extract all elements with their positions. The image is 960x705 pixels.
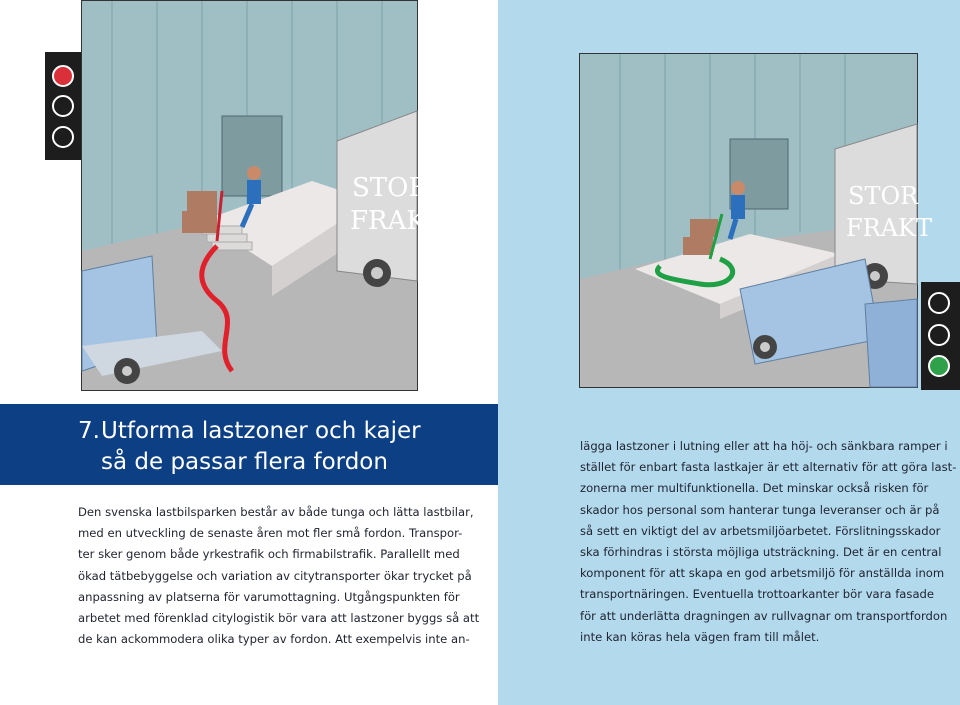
traffic-signal-red — [45, 52, 83, 160]
text-line: ökad tätbebyggelse och variation av citytransporter ökar trycket på — [78, 568, 472, 583]
empty-light-icon — [52, 126, 74, 148]
red-light-icon — [52, 65, 74, 87]
text-line: inte kan köras hela vägen fram till målet. — [580, 629, 820, 644]
section-heading-banner — [0, 404, 498, 485]
truck-label-1: STOR — [352, 173, 429, 203]
empty-light-icon — [928, 292, 950, 314]
traffic-signal-green — [921, 282, 960, 390]
text-line: ska förhindras i största möjliga utsträckning. Det är en central — [580, 545, 942, 560]
text-line: zonerna mer multifunktionella. Det minskar också risken för — [580, 481, 929, 496]
text-line: arbetet med förenklad citylogistik bör vara att lastzoner byggs så att — [78, 611, 480, 626]
truck-label-2: FRAK — [350, 206, 426, 236]
section-title-line-1: Utforma lastzoner och kajer — [101, 418, 421, 444]
text-line: så sett en viktigt del av arbetsmiljöarbetet. Förslitningsskador — [580, 523, 941, 538]
text-line: med en utveckling de senaste åren mot fler små fordon. Transpor- — [78, 526, 463, 541]
text-line: komponent för att skapa en god arbetsmiljö för anställda inom — [580, 566, 945, 581]
text-line: lägga lastzoner i lutning eller att ha höj- och sänkbara ramper i — [580, 439, 948, 453]
empty-light-icon — [52, 95, 74, 117]
illustration-problem — [81, 0, 429, 391]
text-line: anpassning av platserna för varumottagning. Utgångspunkten för — [78, 589, 460, 604]
right-body-text — [580, 436, 956, 648]
text-line: transportnäringen. Eventuella trottoarkanter bör vara fasade — [580, 587, 935, 602]
text-line: ter sker genom både yrkestrafik och firmabilstrafik. Parallellt med — [78, 547, 460, 562]
text-line: de kan ackommodera olika typer av fordon. Att exempelvis inte an- — [78, 632, 470, 647]
text-line: skador hos personal som hanterar tunga leveranser och är på — [580, 502, 940, 517]
text-line: stället för enbart fasta lastkajer är ett alternativ för att göra last- — [580, 460, 957, 475]
illustration-solution — [579, 53, 932, 388]
section-number: 7. — [78, 418, 100, 444]
empty-light-icon — [928, 324, 950, 346]
truck-label-2: FRAKT — [846, 214, 932, 242]
left-body-text — [78, 502, 479, 650]
truck-label-1: STOR — [848, 182, 919, 210]
green-light-icon — [928, 355, 950, 377]
text-line: Den svenska lastbilsparken består av både tunga och lätta lastbilar, — [78, 505, 474, 519]
text-line: för att underlätta dragningen av rullvagnar om transportfordon — [580, 608, 948, 623]
section-title-line-2: så de passar flera fordon — [101, 449, 388, 475]
